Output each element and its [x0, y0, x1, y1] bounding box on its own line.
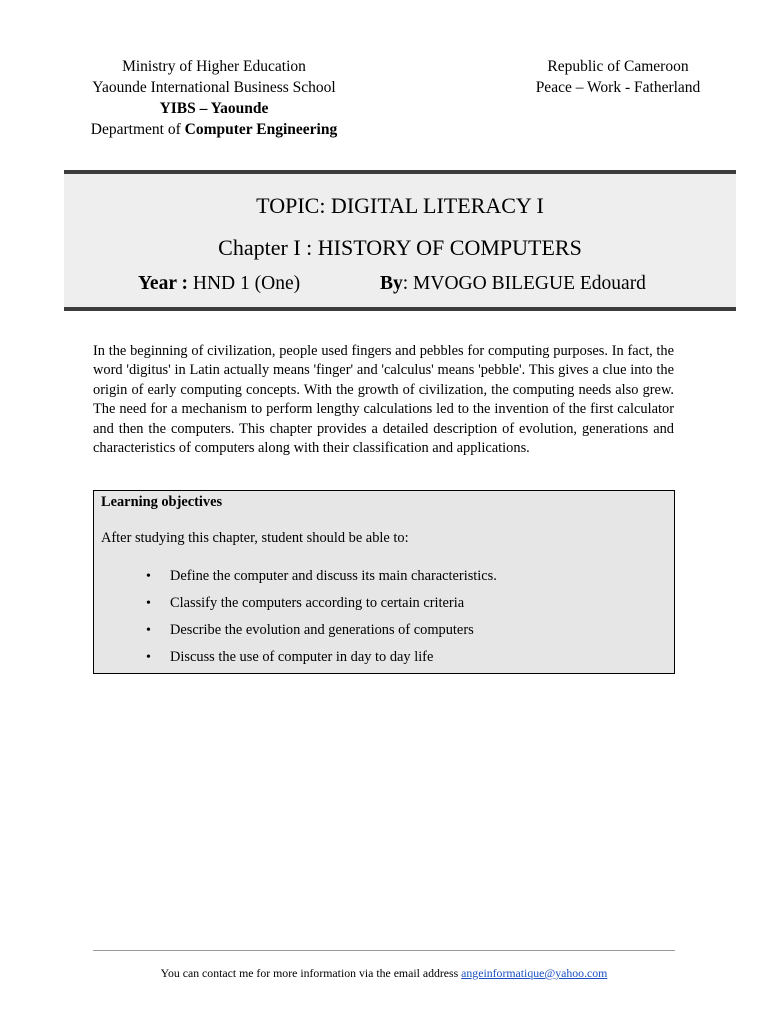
intro-paragraph: In the beginning of civilization, people used fingers and pebbles for computing purposes. In fact, the word 'digitus' in Latin actually means 'finger' and 'calculus' means 'pebble'. This gives a clue into the origin of early computing concepts. With the growth of civilization, the computing needs also grew. The need for a mechanism to perform lengthy calculations led to the invention of the first calculator and then the computers. This chapter provides a detailed description of evolution, generations and characteristics of computers along with their classification and applications. [93, 343, 674, 457]
author-line [380, 271, 646, 297]
national-motto: Peace – Work - Fatherland [535, 79, 701, 96]
objective-text: Discuss the use of computer in day to day life [170, 649, 434, 665]
objectives-title: Learning objectives [101, 494, 223, 510]
list-item [94, 594, 497, 621]
header-left-block [64, 56, 364, 140]
year-label: Year : [138, 273, 193, 294]
learning-objectives-box [93, 490, 675, 674]
country-name: Republic of Cameroon [547, 58, 689, 75]
author-name: : MVOGO BILEGUE Edouard [402, 273, 646, 294]
ministry-name: Ministry of Higher Education [122, 58, 306, 75]
title-block [64, 170, 736, 311]
list-item [94, 648, 497, 675]
objective-text: Define the computer and discuss its main characteristics. [170, 568, 497, 584]
list-item [94, 621, 497, 648]
list-item [94, 567, 497, 594]
year-value: HND 1 (One) [192, 273, 301, 294]
bullet-icon: • [146, 623, 151, 638]
department-prefix: Department of [90, 121, 185, 138]
objectives-lead: After studying this chapter, student should be able to: [101, 530, 409, 546]
by-label: By [380, 273, 403, 294]
school-abbreviation [64, 98, 364, 119]
chapter-title: Chapter I : HISTORY OF COMPUTERS [218, 235, 582, 260]
topic-title: TOPIC: DIGITAL LITERACY I [256, 193, 544, 218]
objective-text: Classify the computers according to certain criteria [170, 595, 465, 611]
bullet-icon: • [146, 569, 151, 584]
year-line [138, 271, 300, 297]
yibs-label: YIBS – Yaounde [159, 100, 269, 117]
header-right-block [490, 56, 746, 98]
footer-text: You can contact me for more information via the email address [160, 966, 462, 980]
objective-text: Describe the evolution and generations of computers [170, 622, 474, 638]
bullet-icon: • [146, 596, 151, 611]
bullet-icon: • [146, 650, 151, 665]
footer [0, 965, 768, 981]
department-name: Computer Engineering [184, 121, 338, 138]
department-line [64, 119, 364, 140]
objectives-list [94, 567, 497, 675]
footer-divider [93, 950, 675, 951]
school-name: Yaounde International Business School [92, 79, 336, 96]
email-link[interactable]: angeinformatique@yahoo.com [461, 966, 608, 980]
